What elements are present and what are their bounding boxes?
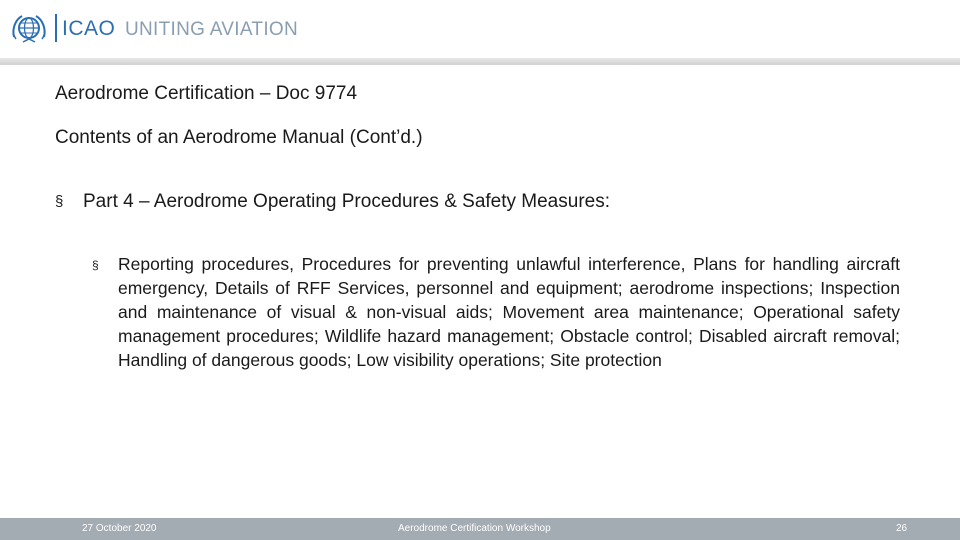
bullet-level-1	[55, 190, 915, 214]
footer-event-title: Aerodrome Certification Workshop	[398, 523, 551, 534]
header	[0, 0, 960, 62]
logo-divider	[55, 14, 57, 42]
slide-title: Aerodrome Certification – Doc 9774	[55, 83, 358, 104]
slide-subtitle: Contents of an Aerodrome Manual (Cont’d.)	[55, 127, 423, 148]
header-divider	[0, 58, 960, 65]
bullet-level-2	[92, 252, 900, 372]
bullet-marker: §	[92, 258, 99, 272]
bullet-level-2-text: Reporting procedures, Procedures for preventing unlawful interference, Plans for handling aircraft emergency, Details of RFF Services, personnel and equipment; aerodrome inspections; Inspection and maintenance of visual & non-visual aids; Movement area maintenance; Operational safety management procedures; Wildlife hazard management; Obstacle control; Disabled aircraft removal; Handling of dangerous goods; Low visibility operations; Site protection	[118, 254, 900, 370]
logo-wordmark: ICAO	[62, 17, 116, 40]
footer-date: 27 October 2020	[82, 523, 157, 534]
icao-emblem-icon	[10, 11, 48, 45]
page-number: 26	[896, 523, 908, 534]
logo-tagline: UNITING AVIATION	[125, 19, 298, 40]
footer-bar	[0, 518, 960, 540]
bullet-marker: §	[55, 193, 64, 210]
bullet-level-1-text: Part 4 – Aerodrome Operating Procedures & Safety Measures:	[83, 191, 610, 212]
